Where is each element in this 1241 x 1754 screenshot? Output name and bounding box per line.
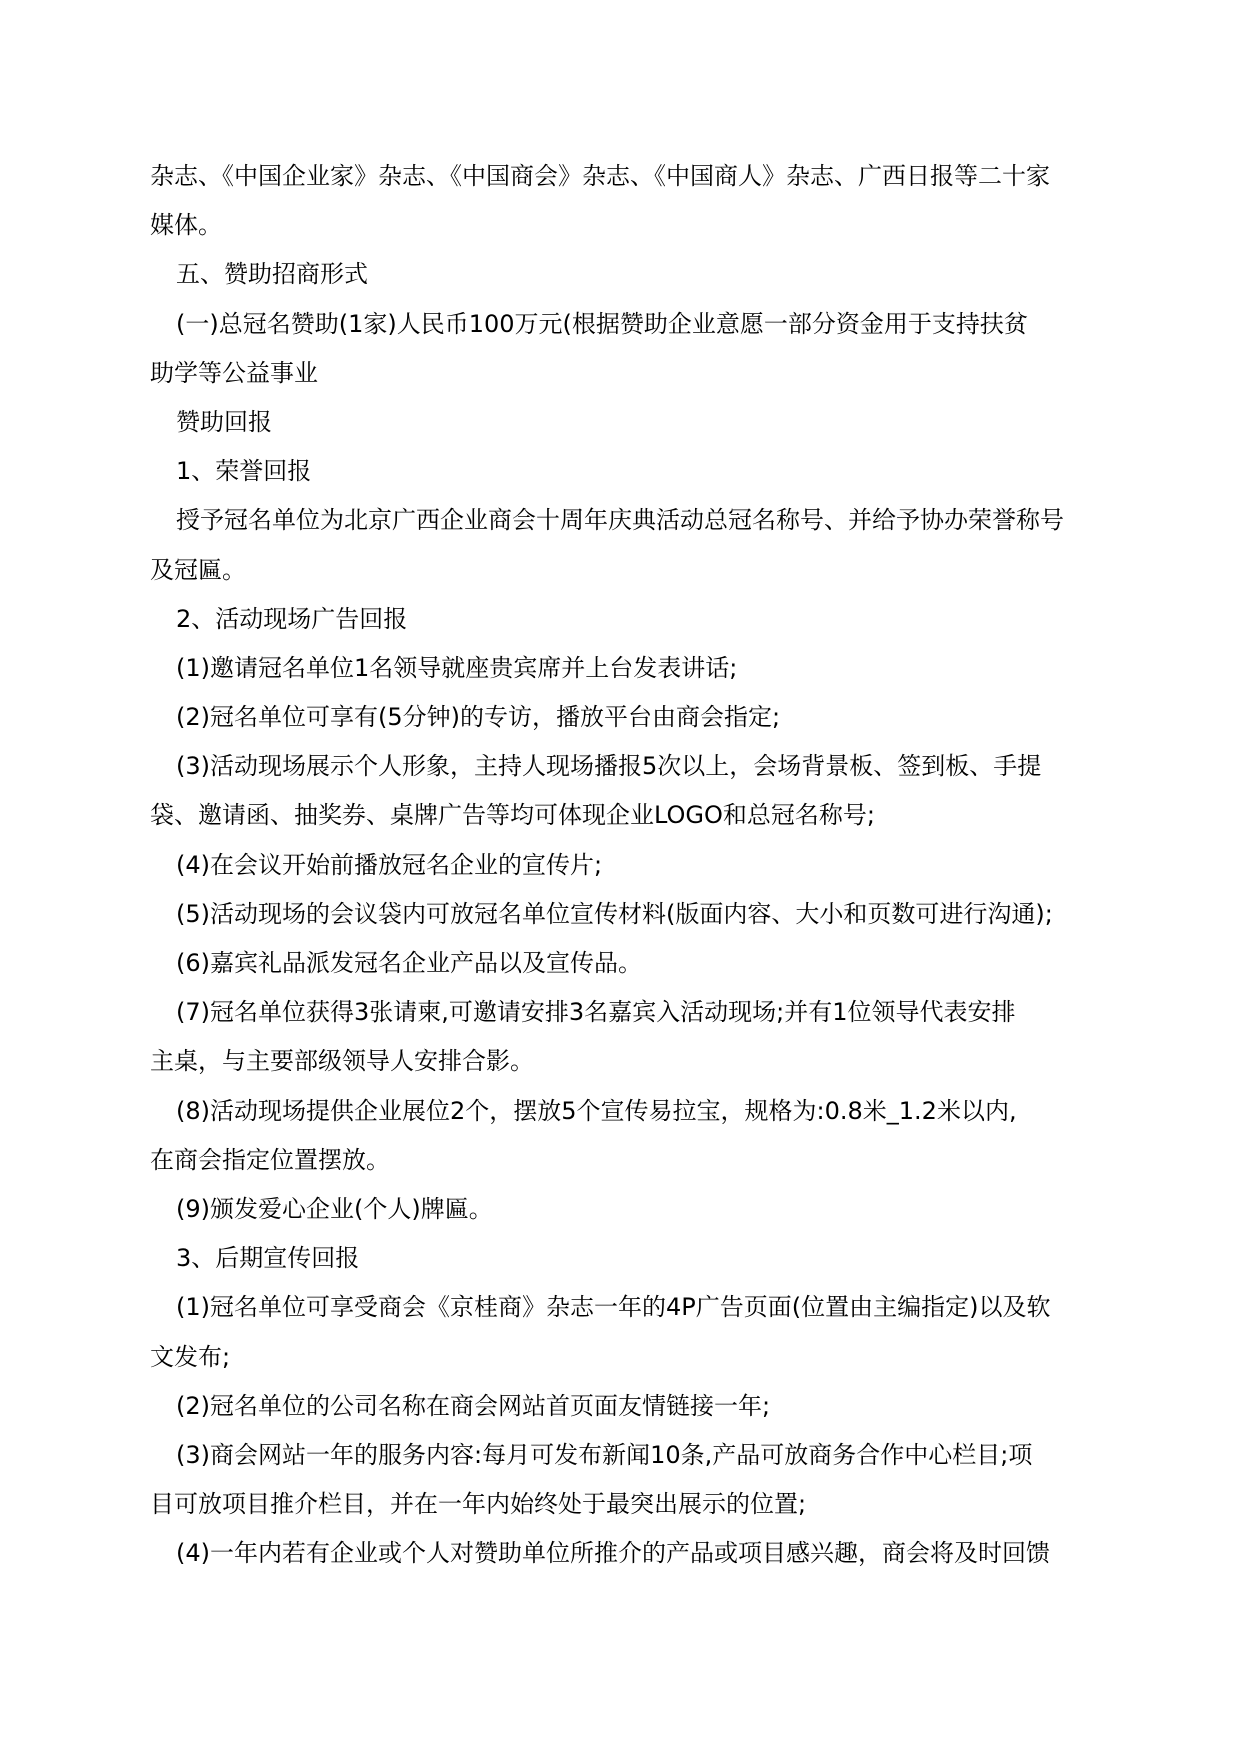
text-line: (9)颁发爱心企业(个人)牌匾。 bbox=[176, 1194, 493, 1223]
text-line: (2)冠名单位的公司名称在商会网站首页面友情链接一年; bbox=[176, 1391, 771, 1420]
text-line: 袋、邀请函、抽奖券、桌牌广告等均可体现企业LOGO和总冠名称号; bbox=[150, 801, 875, 830]
text-line: (4)一年内若有企业或个人对赞助单位所推介的产品或项目感兴趣，商会将及时回馈 bbox=[176, 1539, 1050, 1568]
text-line: (3)活动现场展示个人形象，主持人现场播报5次以上，会场背景板、签到板、手提 bbox=[176, 752, 1042, 781]
text-line: 文发布; bbox=[150, 1342, 231, 1371]
text-line: 及冠匾。 bbox=[150, 555, 246, 584]
text-line: 授予冠名单位为北京广西企业商会十周年庆典活动总冠名称号、并给予协办荣誉称号 bbox=[176, 506, 1064, 535]
text-line: (1)冠名单位可享受商会《京桂商》杂志一年的4P广告页面(位置由主编指定)以及软 bbox=[176, 1293, 1051, 1322]
text-line: 2、活动现场广告回报 bbox=[176, 604, 408, 633]
text-line: 赞助回报 bbox=[176, 407, 272, 436]
text-line: (5)活动现场的会议袋内可放冠名单位宣传材料(版面内容、大小和页数可进行沟通); bbox=[176, 899, 1053, 928]
text-line: (2)冠名单位可享有(5分钟)的专访，播放平台由商会指定; bbox=[176, 703, 781, 732]
text-line: (4)在会议开始前播放冠名企业的宣传片; bbox=[176, 850, 603, 879]
text-line: 五、赞助招商形式 bbox=[176, 260, 368, 289]
text-line: 目可放项目推介栏目，并在一年内始终处于最突出展示的位置; bbox=[150, 1490, 807, 1519]
text-line: (3)商会网站一年的服务内容:每月可发布新闻10条,产品可放商务合作中心栏目;项 bbox=[176, 1440, 1033, 1469]
text-line: (7)冠名单位获得3张请柬,可邀请安排3名嘉宾入活动现场;并有1位领导代表安排 bbox=[176, 998, 1016, 1027]
text-line: 助学等公益事业 bbox=[150, 358, 318, 387]
text-line: 3、后期宣传回报 bbox=[176, 1244, 360, 1273]
text-line: 在商会指定位置摆放。 bbox=[150, 1145, 390, 1174]
text-line: 杂志、《中国企业家》杂志、《中国商会》杂志、《中国商人》杂志、广西日报等二十家 bbox=[150, 162, 1050, 190]
text-line: (1)邀请冠名单位1名领导就座贵宾席并上台发表讲话; bbox=[176, 653, 738, 682]
text-line: (一)总冠名赞助(1家)人民币100万元(根据赞助企业意愿一部分资金用于支持扶贫 bbox=[176, 309, 1028, 338]
text-line: (6)嘉宾礼品派发冠名企业产品以及宣传品。 bbox=[176, 949, 642, 977]
document-body bbox=[150, 152, 1098, 1578]
text-line: (8)活动现场提供企业展位2个，摆放5个宣传易拉宝，规格为:0.8米_1.2米以内, bbox=[176, 1096, 1017, 1125]
text-line: 主桌，与主要部级领导人安排合影。 bbox=[150, 1047, 534, 1076]
text-line: 媒体。 bbox=[150, 211, 222, 240]
text-line: 1、荣誉回报 bbox=[176, 457, 312, 486]
